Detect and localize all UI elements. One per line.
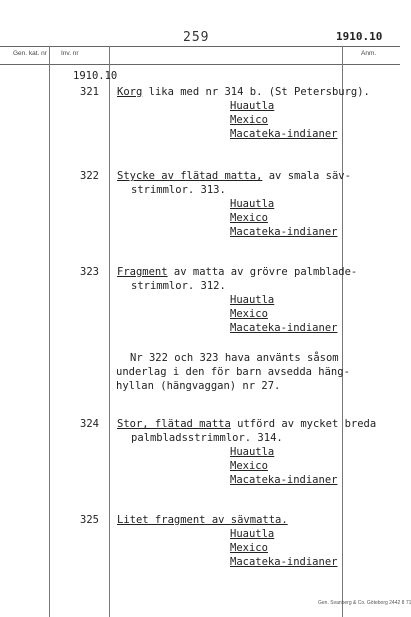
- print-code: Gen. Svanberg & Co. Göteborg 2442 8 71: [318, 600, 411, 606]
- entry-place: Huautla: [230, 198, 275, 210]
- entry-number: 321: [80, 86, 99, 98]
- entry-country: Mexico: [230, 308, 268, 320]
- entry-number: 322: [80, 170, 99, 182]
- entry-place: Huautla: [230, 528, 275, 540]
- note-line: hyllan (hängvaggan) nr 27.: [116, 380, 281, 392]
- entry-place: Huautla: [230, 446, 275, 458]
- page-number: 259: [183, 30, 210, 45]
- entry-title: Fragment: [117, 266, 168, 278]
- entry-desc-line1: av matta av grövre palmblade-: [173, 266, 358, 278]
- note-line: underlag i den för barn avsedda häng-: [116, 366, 350, 378]
- entry-description: [117, 86, 370, 98]
- entry-description: [117, 418, 376, 430]
- entry-people: Macateka-indianer: [230, 226, 338, 238]
- entry-description: [117, 170, 351, 182]
- entry-country: Mexico: [230, 460, 268, 472]
- column-divider: [109, 46, 110, 617]
- entry-desc-line1: av smala säv-: [268, 170, 351, 182]
- entry-people: Macateka-indianer: [230, 556, 338, 568]
- entry-place: Huautla: [230, 294, 275, 306]
- entry-desc-line1: utförd av mycket breda: [237, 418, 377, 430]
- column-inv-nr: Inv. nr: [61, 50, 79, 57]
- entry-number: 325: [80, 514, 99, 526]
- entry-title: Stor, flätad matta: [117, 418, 231, 430]
- entry-desc-line2: strimmlor. 312.: [131, 280, 226, 292]
- entry-country: Mexico: [230, 212, 268, 224]
- entry-title: Korg: [117, 86, 143, 98]
- entry-description: [117, 514, 288, 526]
- entry-people: Macateka-indianer: [230, 128, 338, 140]
- column-header-row: [0, 46, 400, 65]
- entry-desc-line1: lika med nr 314 b. (St Petersburg).: [148, 86, 370, 98]
- column-divider: [342, 46, 343, 617]
- entry-description: [117, 266, 357, 278]
- column-anm: Anm.: [361, 50, 377, 57]
- entry-place: Huautla: [230, 100, 275, 112]
- entry-number: 323: [80, 266, 99, 278]
- entry-year: 1910.10: [73, 70, 118, 82]
- entry-desc-line2: strimmlor. 313.: [131, 184, 226, 196]
- entry-title: Stycke av flätad matta,: [117, 170, 263, 182]
- note-line: Nr 322 och 323 hava använts såsom: [130, 352, 339, 364]
- entry-country: Mexico: [230, 542, 268, 554]
- entry-country: Mexico: [230, 114, 268, 126]
- entry-title: Litet fragment av sävmatta.: [117, 514, 288, 526]
- column-gen-kat-nr: Gen. kat. nr: [13, 50, 47, 57]
- entry-desc-line2: palmbladsstrimmlor. 314.: [131, 432, 283, 444]
- column-divider: [49, 46, 50, 617]
- header-date: 1910.10: [336, 30, 383, 43]
- entry-number: 324: [80, 418, 99, 430]
- entry-people: Macateka-indianer: [230, 474, 338, 486]
- entry-people: Macateka-indianer: [230, 322, 338, 334]
